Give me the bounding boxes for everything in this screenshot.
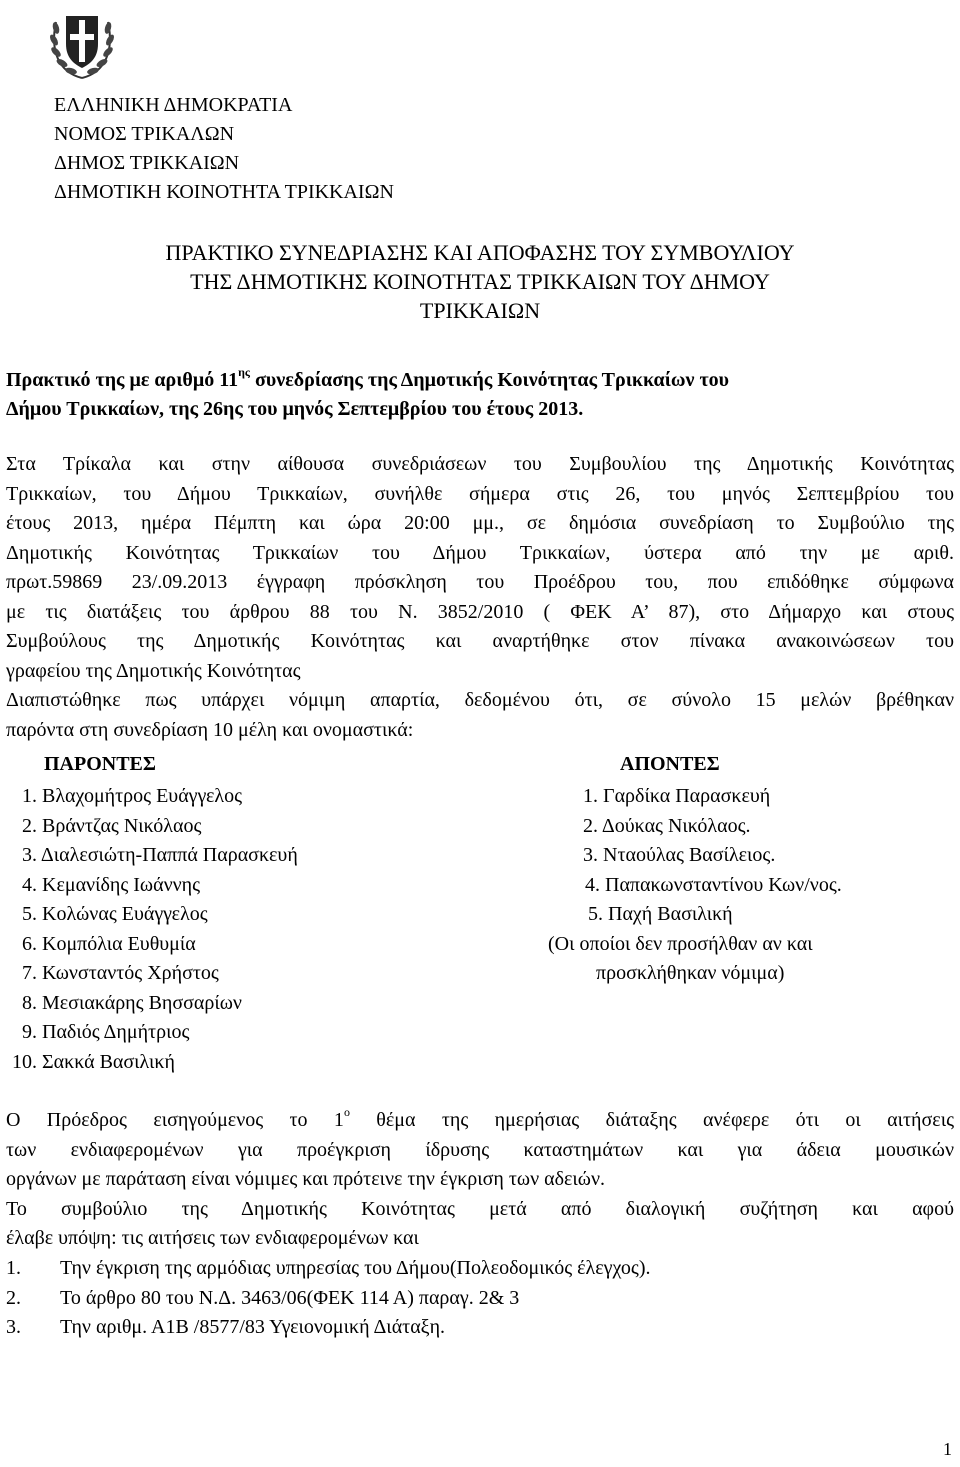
present-item: 2. Βράντζας Νικόλαος <box>22 814 202 837</box>
absent-note: προσκλήθηκαν νόμιμα) <box>596 962 785 984</box>
present-list <box>12 782 298 1077</box>
header-line-community: ΔΗΜΟΤΙΚΗ ΚΟΙΝΟΤΗΤΑ ΤΡΙΚΚΑΙΩΝ <box>54 181 394 203</box>
list-item <box>6 1284 651 1314</box>
decision-line: των ενδιαφερομένων για προέγκριση ίδρυσης καταστημάτων και για άδεια μουσικών <box>6 1138 954 1161</box>
present-heading: ΠΑΡΟΝΤΕΣ <box>44 753 156 775</box>
intro-line: Διαπιστώθηκε πως υπάρχει νόμιμη απαρτία, δεδομένου ότι, σε σύνολο 15 μελών βρέθηκαν <box>6 689 954 711</box>
intro-paragraph <box>6 450 954 745</box>
header-line-municipality: ΔΗΜΟΣ ΤΡΙΚΚΑΙΩΝ <box>54 152 240 174</box>
intro-line: έτους 2013, ημέρα Πέμπτη και ώρα 20:00 μμ., σε δημόσια συνεδρίαση το Συμβούλιο της <box>6 512 954 534</box>
absent-item: 4. Παπακωνσταντίνου Κων/νος. <box>585 873 842 896</box>
absent-item: 3. Νταούλας Βασίλειος. <box>583 844 776 866</box>
present-item: 4. Κεμανίδης Ιωάννης <box>22 873 201 896</box>
absent-item: 5. Παχή Βασιλική <box>588 903 733 925</box>
absent-heading: ΑΠΟΝΤΕΣ <box>620 753 720 775</box>
greek-coat-of-arms-logo <box>44 6 120 82</box>
present-item: 10. Σακκά Βασιλική <box>12 1050 175 1073</box>
list-number: 3. <box>6 1316 21 1338</box>
document-title-line-2: ΤΗΣ ΔΗΜΟΤΙΚΗΣ ΚΟΙΝΟΤΗΤΑΣ ΤΡΙΚΚΑΙΩΝ ΤΟΥ ΔΗΜΟΥ <box>190 269 770 294</box>
header-line-country: ΕΛΛΗΝΙΚΗ ΔΗΜΟΚΡΑΤΙΑ <box>54 94 293 116</box>
present-item: 8. Μεσιακάρης Βησσαρίων <box>22 991 242 1014</box>
list-text: Την έγκριση της αρμόδιας υπηρεσίας του Δήμου(Πολεοδομικός έλεγχος). <box>60 1257 651 1279</box>
absent-note: (Οι οποίοι δεν προσήλθαν αν και <box>548 932 813 955</box>
present-item: 3. Διαλεσιώτη-Παππά Παρασκευή <box>22 844 298 866</box>
decision-paragraph <box>6 1106 954 1254</box>
intro-line: με τις διατάξεις του άρθρου 88 του Ν. 3852/2010 ( ΦΕΚ Α’ 87), στο Δήμαρχο και στους <box>6 600 954 623</box>
document-title-line-3: ΤΡΙΚΚΑΙΩΝ <box>419 298 541 323</box>
page-number: 1 <box>943 1439 952 1459</box>
minutes-heading-line-1: Πρακτικό της με αριθμό $11^{\eta\varsigma}$ συνεδρίασης της Δημοτικής Κοινότητας Τρικκαίων του <box>6 365 730 391</box>
intro-line: παρόντα στη συνεδρίαση 10 μέλη και ονομαστικά: <box>6 718 414 741</box>
list-item <box>6 1313 651 1343</box>
header-line-prefecture: ΝΟΜΟΣ ΤΡΙΚΑΛΩΝ <box>54 123 235 145</box>
list-number: 1. <box>6 1257 21 1279</box>
present-item: 6. Κομπόλια Ευθυμία <box>22 932 196 955</box>
decision-line: Ο Πρόεδρος εισηγούμενος το $1^o$ θέμα της ημερήσιας διάταξης ανέφερε ότι οι αιτήσεις <box>6 1105 954 1131</box>
decision-line: έλαβε υπόψη: τις αιτήσεις των ενδιαφερομένων και <box>6 1227 419 1249</box>
intro-line: Στα Τρίκαλα και στην αίθουσα συνεδριάσεων του Συμβουλίου της Δημοτικής Κοινότητας <box>6 453 954 475</box>
list-item <box>6 1254 651 1284</box>
document-title-line-1: ΠΡΑΚΤΙΚΟ ΣΥΝΕΔΡΙΑΣΗΣ ΚΑΙ ΑΠΟΦΑΣΗΣ ΤΟΥ ΣΥΜΒΟΥΛΙΟΥ <box>165 240 795 265</box>
list-text: Το άρθρο 80 του Ν.Δ. 3463/06(ΦΕΚ 114 Α) παραγ. 2& 3 <box>60 1286 520 1309</box>
list-text: Την αριθμ. Α1Β /8577/83 Υγειονομική Διάταξη. <box>60 1316 446 1338</box>
decision-line: Το συμβούλιο της Δημοτικής Κοινότητας μετά από διαλογική συζήτηση και αφού <box>6 1197 954 1220</box>
intro-line: Τρικκαίων, του Δήμου Τρικκαίων, συνήλθε σήμερα στις 26, του μηνός Σεπτεμβρίου του <box>6 482 954 505</box>
intro-line: Δημοτικής Κοινότητας Τρικκαίων του Δήμου Τρικκαίων, ύστερα από την με αριθ. <box>6 541 954 564</box>
present-item: 9. Παδιός Δημήτριος <box>22 1021 190 1043</box>
decision-line: οργάνων με παράταση είναι νόμιμες και πρότεινε την έγκριση των αδειών. <box>6 1168 606 1190</box>
list-number: 2. <box>6 1286 21 1309</box>
present-item: 1. Βλαχομήτρος Ευάγγελος <box>22 785 243 807</box>
present-item: 7. Κωνσταντός Χρήστος <box>22 962 219 984</box>
absent-item: 2. Δούκας Νικόλαος. <box>583 814 751 837</box>
intro-line: πρωτ.59869 23/.09.2013 έγγραφη πρόσκληση του Προέδρου του, που επιδόθηκε σύμφωνα <box>6 571 954 593</box>
intro-line: Συμβούλους της Δημοτικής Κοινότητας και αναρτήθηκε στον πίνακα ανακοινώσεων του <box>6 630 954 652</box>
absent-item: 1. Γαρδίκα Παρασκευή <box>583 785 771 807</box>
minutes-heading-line-2: Δήμου Τρικκαίων, της 26ης του μηνός Σεπτεμβρίου του έτους 2013. <box>6 398 584 420</box>
intro-line: γραφείου της Δημοτικής Κοινότητας <box>6 659 301 682</box>
present-item: 5. Κολώνας Ευάγγελος <box>22 903 208 925</box>
considerations-list <box>6 1254 651 1343</box>
